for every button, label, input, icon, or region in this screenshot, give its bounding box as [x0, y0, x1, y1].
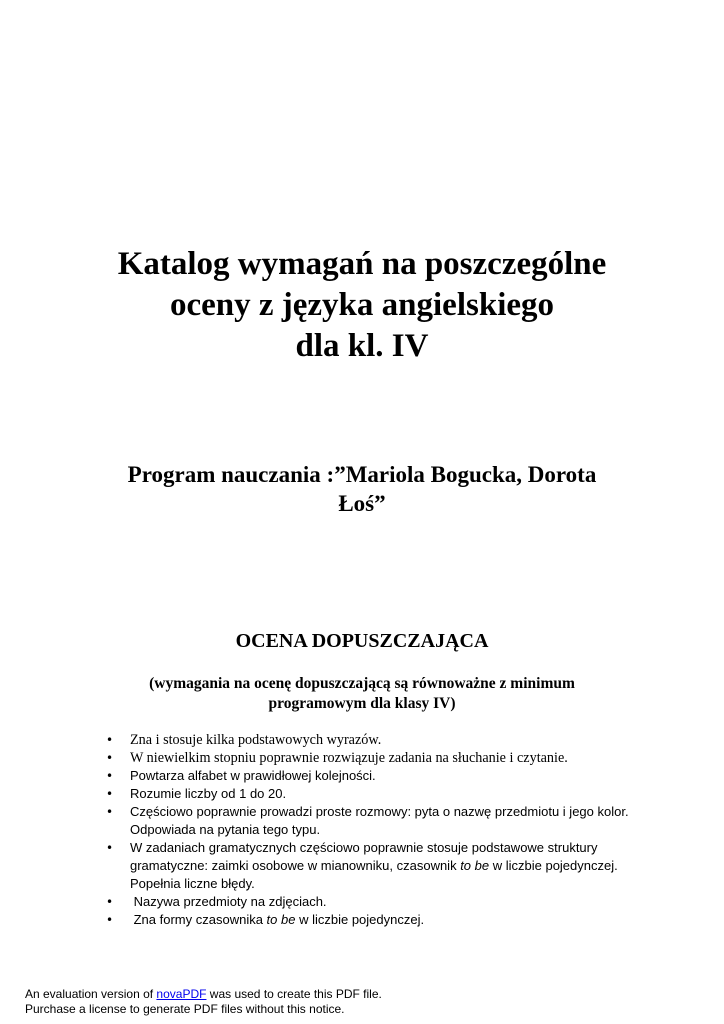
bullet-icon: • — [106, 751, 114, 765]
notice-text-start: An evaluation version of — [25, 987, 157, 1001]
bullet-icon: • — [106, 805, 114, 819]
grade-note-line-2: programowym dla klasy IV) — [268, 695, 456, 712]
requirements-list — [0, 731, 724, 929]
evaluation-notice — [25, 987, 382, 1016]
document-title — [0, 244, 724, 367]
list-item — [0, 911, 650, 929]
bullet-icon: • — [106, 769, 114, 783]
requirement-text — [130, 840, 618, 891]
requirement-text-start: W zadaniach gramatycznych częściowo poprawnie stosuje podstawowe struktury gramatyczne: zaimki osobowe w mianowniku, czasownik — [130, 840, 598, 873]
notice-text-end: was used to create this PDF file. — [206, 987, 382, 1001]
requirement-text: Nazywa przedmioty na zdjęciach. — [130, 894, 327, 909]
requirement-text-start: Zna formy czasownika — [130, 912, 267, 927]
list-item — [0, 767, 650, 785]
bullet-icon: • — [106, 841, 114, 855]
list-item — [0, 731, 650, 749]
requirement-text: Zna i stosuje kilka podstawowych wyrazów. — [130, 732, 382, 748]
curriculum-program — [0, 460, 724, 518]
list-item — [0, 749, 650, 767]
evaluation-notice-line-1 — [25, 987, 382, 1002]
requirement-text: Rozumie liczby od 1 do 20. — [130, 786, 287, 801]
list-item — [0, 803, 650, 839]
requirement-text-end: w liczbie pojedynczej. Popełnia liczne błędy. — [130, 858, 618, 891]
requirement-text: W niewielkim stopniu poprawnie rozwiązuje zadania na słuchanie i czytanie. — [130, 750, 568, 766]
requirement-text: Częściowo poprawnie prowadzi proste rozmowy: pyta o nazwę przedmiotu i jego kolor. Odpowiada na pytania tego typu. — [130, 804, 629, 837]
evaluation-notice-line-2: Purchase a license to generate PDF files without this notice. — [25, 1001, 345, 1016]
bullet-icon: • — [106, 733, 114, 747]
bullet-icon: • — [106, 895, 114, 909]
bullet-icon: • — [106, 913, 114, 927]
title-line-2: oceny z języka angielskiego — [169, 287, 555, 323]
program-line-2: Łoś” — [338, 491, 386, 516]
list-item — [0, 893, 650, 911]
title-line-1: Katalog wymagań na poszczególne — [117, 246, 607, 282]
requirement-text — [130, 912, 424, 927]
grade-note-line-1: (wymagania na ocenę dopuszczającą są równoważne z minimum — [149, 675, 575, 692]
list-item — [0, 785, 650, 803]
requirement-text: Powtarza alfabet w prawidłowej kolejności. — [130, 768, 376, 783]
novapdf-link[interactable]: novaPDF — [156, 987, 207, 1001]
bullet-icon: • — [106, 787, 114, 801]
grade-note — [0, 674, 724, 714]
requirement-italic-term: to be — [266, 912, 296, 927]
grade-heading: OCENA DOPUSZCZAJĄCA — [235, 630, 489, 652]
program-line-1: Program nauczania :”Mariola Bogucka, Dorota — [127, 462, 597, 487]
requirement-text-end: w liczbie pojedynczej. — [295, 912, 425, 927]
list-item — [0, 839, 650, 893]
title-line-3: dla kl. IV — [295, 328, 429, 364]
requirement-italic-term: to be — [460, 858, 490, 873]
